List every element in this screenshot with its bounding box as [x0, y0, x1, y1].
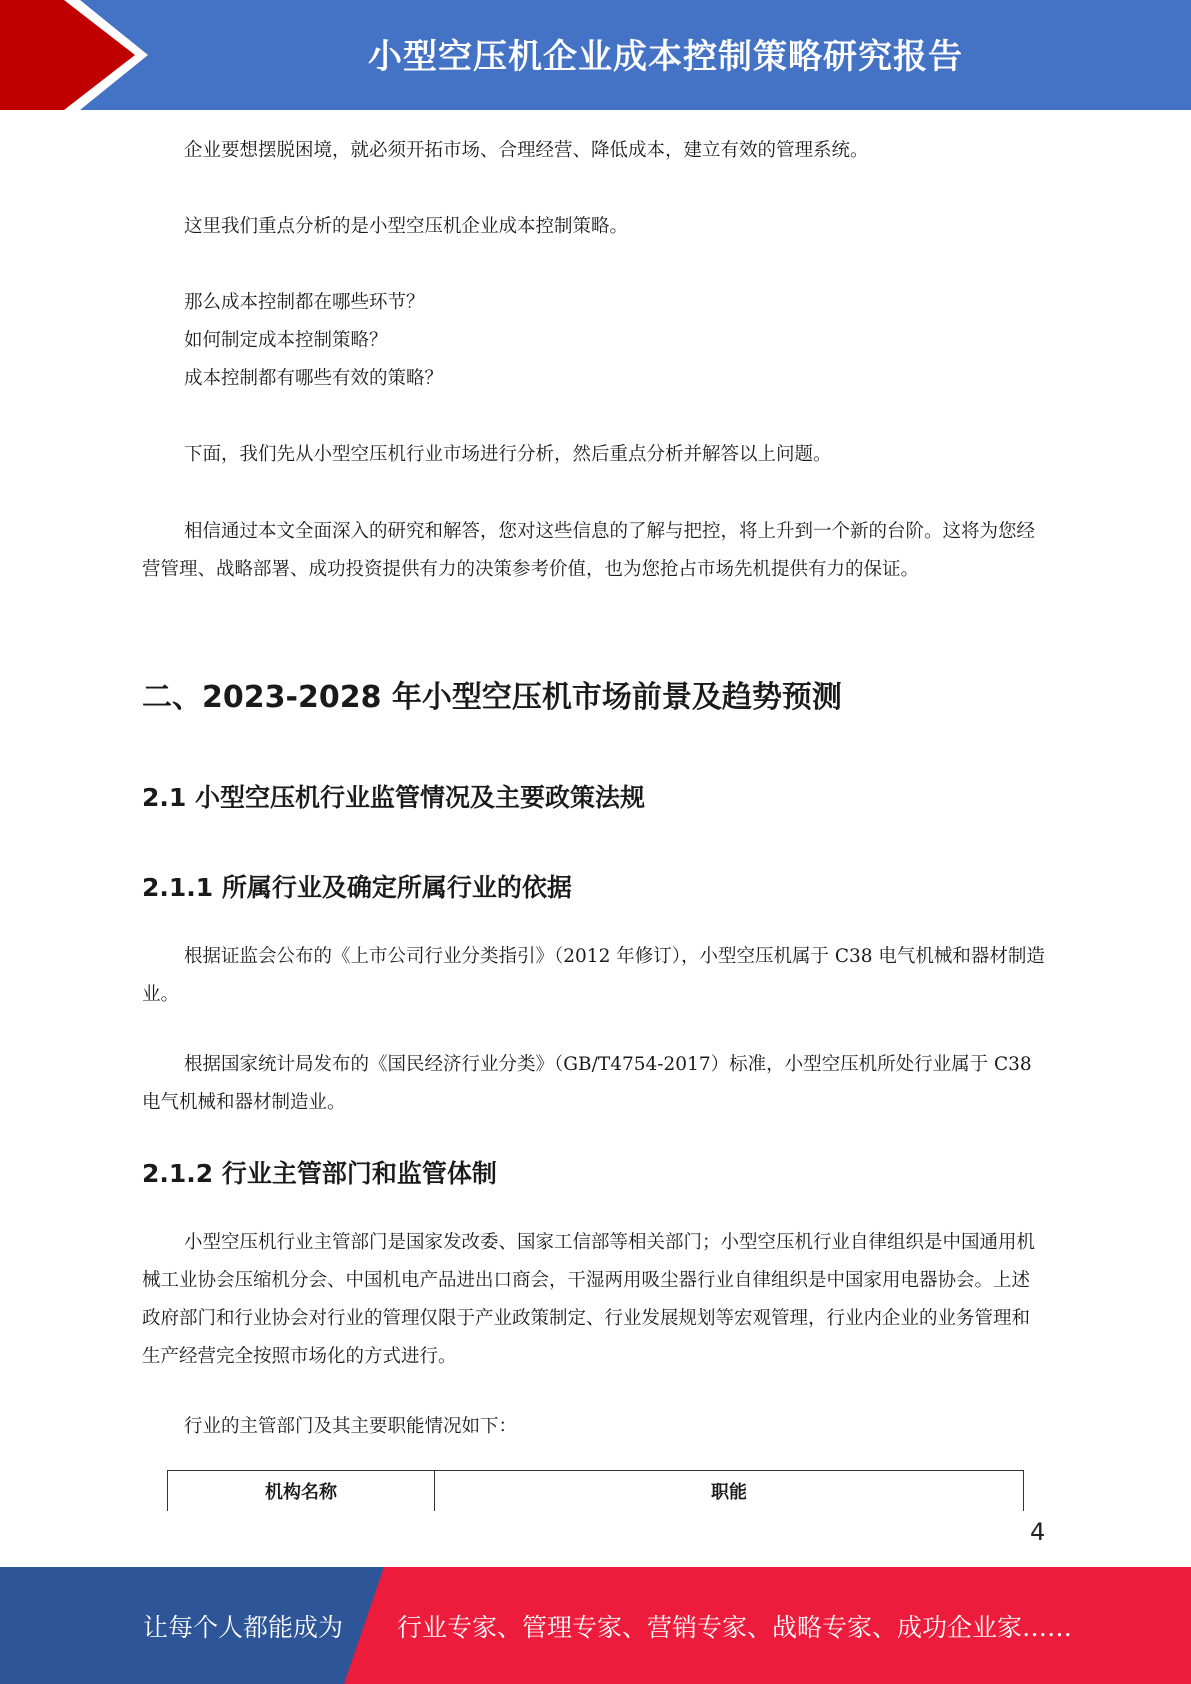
- question-3: 成本控制都有哪些有效的策略？: [184, 368, 444, 389]
- table-header-row: [168, 1471, 1024, 1512]
- section-2-1-2-paragraph-2: 行业的主管部门及其主要职能情况如下：: [184, 1416, 518, 1437]
- report-title: 小型空压机企业成本控制策略研究报告: [368, 36, 963, 77]
- question-1: 那么成本控制都在哪些环节？: [184, 292, 425, 313]
- section-2-1-1-heading: 2.1.1 所属行业及确定所属行业的依据: [142, 873, 572, 902]
- page-number: 4: [1030, 1518, 1046, 1546]
- intro-paragraph-2: 这里我们重点分析的是小型空压机企业成本控制策略。: [184, 216, 629, 237]
- footer-slogan-right: 行业专家、管理专家、营销专家、战略专家、成功企业家……: [397, 1612, 1073, 1642]
- report-footer: [0, 1567, 1191, 1684]
- question-2: 如何制定成本控制策略？: [184, 330, 388, 351]
- report-header: [0, 0, 1191, 110]
- intro-paragraph-1: 企业要想摆脱困境，就必须开拓市场、合理经营、降低成本，建立有效的管理系统。: [184, 140, 869, 161]
- section-2-1-2-paragraph-1: 小型空压机行业主管部门是国家发改委、国家工信部等相关部门；小型空压机行业自律组织是中国通用机械工业协会压缩机分会、中国机电产品进出口商会，干湿两用吸尘器行业自律组织是中国家用电器协会。上述政府部门和行业协会对行业的管理仅限于产业政策制定、行业发展规划等宏观管理，行业内企业的业务管理和生产经营完全按照市场化的方式进行。: [142, 1232, 1036, 1367]
- section-2-1-2-heading: 2.1.2 行业主管部门和监管体制: [142, 1159, 497, 1188]
- section-2-1-1-paragraph-1: 根据证监会公布的《上市公司行业分类指引》（2012 年修订），小型空压机属于 C38 电气机械和器材制造业。: [142, 946, 1045, 1005]
- footer-slogan-left: 让每个人都能成为: [143, 1612, 344, 1642]
- section-2-heading: 二、2023-2028 年小型空压机市场前景及趋势预测: [142, 680, 842, 715]
- regulators-table: [167, 1470, 1024, 1511]
- section-2-1-heading: 2.1 小型空压机行业监管情况及主要政策法规: [142, 783, 645, 812]
- intro-paragraph-4: 相信通过本文全面深入的研究和解答，您对这些信息的了解与把控，将上升到一个新的台阶。这将为您经营管理、战略部署、成功投资提供有力的决策参考价值，也为您抢占市场先机提供有力的保证。: [142, 521, 1036, 580]
- table-header-org-name: 机构名称: [168, 1471, 435, 1512]
- table-header-function: 职能: [435, 1471, 1024, 1512]
- section-2-1-1-paragraph-2: 根据国家统计局发布的《国民经济行业分类》（GB/T4754-2017）标准，小型空压机所处行业属于 C38 电气机械和器材制造业。: [142, 1054, 1032, 1113]
- intro-paragraph-3: 下面，我们先从小型空压机行业市场进行分析，然后重点分析并解答以上问题。: [184, 444, 832, 465]
